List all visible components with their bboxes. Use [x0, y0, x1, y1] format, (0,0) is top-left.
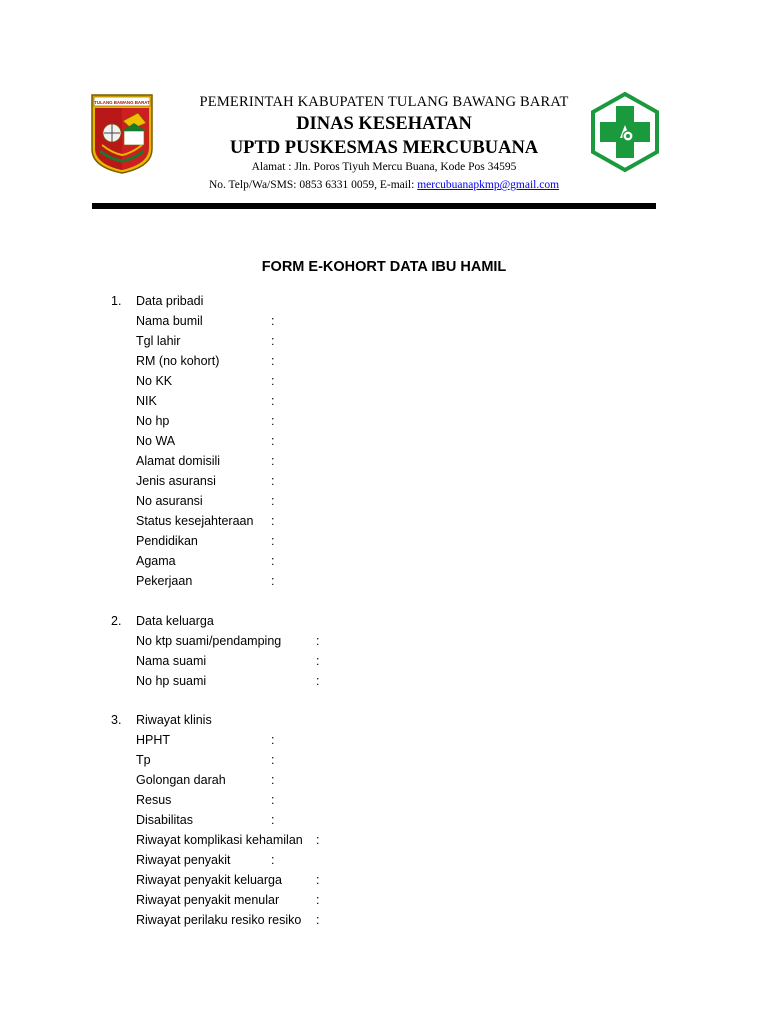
field-label: No hp: [136, 414, 170, 428]
field-colon: :: [271, 414, 275, 428]
field-colon: :: [271, 853, 275, 867]
field-colon: :: [271, 574, 275, 588]
field-label: Pendidikan: [136, 534, 198, 548]
field-colon: :: [271, 494, 275, 508]
field-label: Riwayat penyakit: [136, 853, 231, 867]
field-label: Pekerjaan: [136, 574, 193, 588]
field-colon: :: [271, 554, 275, 568]
letterhead: [0, 0, 768, 215]
puskesmas-name: UPTD PUSKESMAS MERCUBUANA: [229, 138, 539, 158]
puskesmas-logo: [590, 92, 660, 172]
field-colon: :: [271, 434, 275, 448]
field-colon: :: [316, 913, 320, 927]
regency-crest-logo: [90, 93, 154, 175]
field-label: Golongan darah: [136, 773, 226, 787]
field-label: No KK: [136, 374, 173, 388]
field-colon: :: [316, 674, 320, 688]
regency-crest-icon: [90, 93, 154, 175]
field-label: Tgl lahir: [136, 334, 181, 348]
field-colon: :: [271, 773, 275, 787]
field-colon: :: [316, 833, 320, 847]
field-colon: :: [271, 733, 275, 747]
field-label: Alamat domisili: [136, 454, 221, 468]
field-label: HPHT: [136, 733, 171, 747]
field-label: Resus: [136, 793, 172, 807]
puskesmas-cross-icon: [590, 92, 660, 172]
section-heading: Riwayat klinis: [136, 713, 212, 727]
field-label: No hp suami: [136, 674, 207, 688]
field-colon: :: [271, 813, 275, 827]
address-line: Alamat : Jln. Poros Tiyuh Mercu Buana, Kode Pos 34595: [251, 161, 517, 173]
field-colon: :: [271, 354, 275, 368]
field-colon: :: [271, 474, 275, 488]
field-colon: :: [271, 753, 275, 767]
field-colon: :: [271, 454, 275, 468]
field-label: Riwayat perilaku resiko resiko: [136, 913, 302, 927]
letterhead-divider: [92, 203, 656, 209]
crest-label: TULANG BAWANG BARAT: [94, 100, 150, 105]
field-label: Nama bumil: [136, 314, 203, 328]
contact-text: No. Telp/Wa/SMS: 0853 6331 0059, E-mail:: [208, 179, 418, 191]
contact-line: [150, 179, 618, 191]
field-label: Tp: [136, 753, 151, 767]
field-label: Riwayat komplikasi kehamilan: [136, 833, 303, 847]
field-label: Riwayat penyakit menular: [136, 893, 280, 907]
field-colon: :: [271, 334, 275, 348]
section-number: 1.: [111, 294, 122, 308]
field-label: Jenis asuransi: [136, 474, 216, 488]
field-label: Nama suami: [136, 654, 207, 668]
field-label: No WA: [136, 434, 176, 448]
field-colon: :: [271, 374, 275, 388]
field-colon: :: [271, 514, 275, 528]
form-title: FORM E-KOHORT DATA IBU HAMIL: [261, 259, 507, 275]
department-name: DINAS KESEHATAN: [296, 114, 472, 134]
government-name: PEMERINTAH KABUPATEN TULANG BAWANG BARAT: [199, 94, 569, 110]
field-label: Disabilitas: [136, 813, 193, 827]
field-colon: :: [271, 793, 275, 807]
section-heading: Data keluarga: [136, 614, 214, 628]
field-label: Status kesejahteraan: [136, 514, 254, 528]
section-number: 3.: [111, 713, 122, 727]
field-label: RM (no kohort): [136, 354, 220, 368]
email-link[interactable]: mercubuanapkmp@gmail.com: [417, 179, 560, 191]
field-colon: :: [271, 534, 275, 548]
field-label: NIK: [136, 394, 157, 408]
field-label: Riwayat penyakit keluarga: [136, 873, 282, 887]
field-colon: :: [316, 634, 320, 648]
section-number: 2.: [111, 614, 122, 628]
field-colon: :: [316, 654, 320, 668]
field-colon: :: [271, 394, 275, 408]
field-label: No ktp suami/pendamping: [136, 634, 282, 648]
field-label: No asuransi: [136, 494, 203, 508]
section-heading: Data pribadi: [136, 294, 204, 308]
field-colon: :: [271, 314, 275, 328]
field-colon: :: [316, 893, 320, 907]
field-label: Agama: [136, 554, 176, 568]
field-colon: :: [316, 873, 320, 887]
